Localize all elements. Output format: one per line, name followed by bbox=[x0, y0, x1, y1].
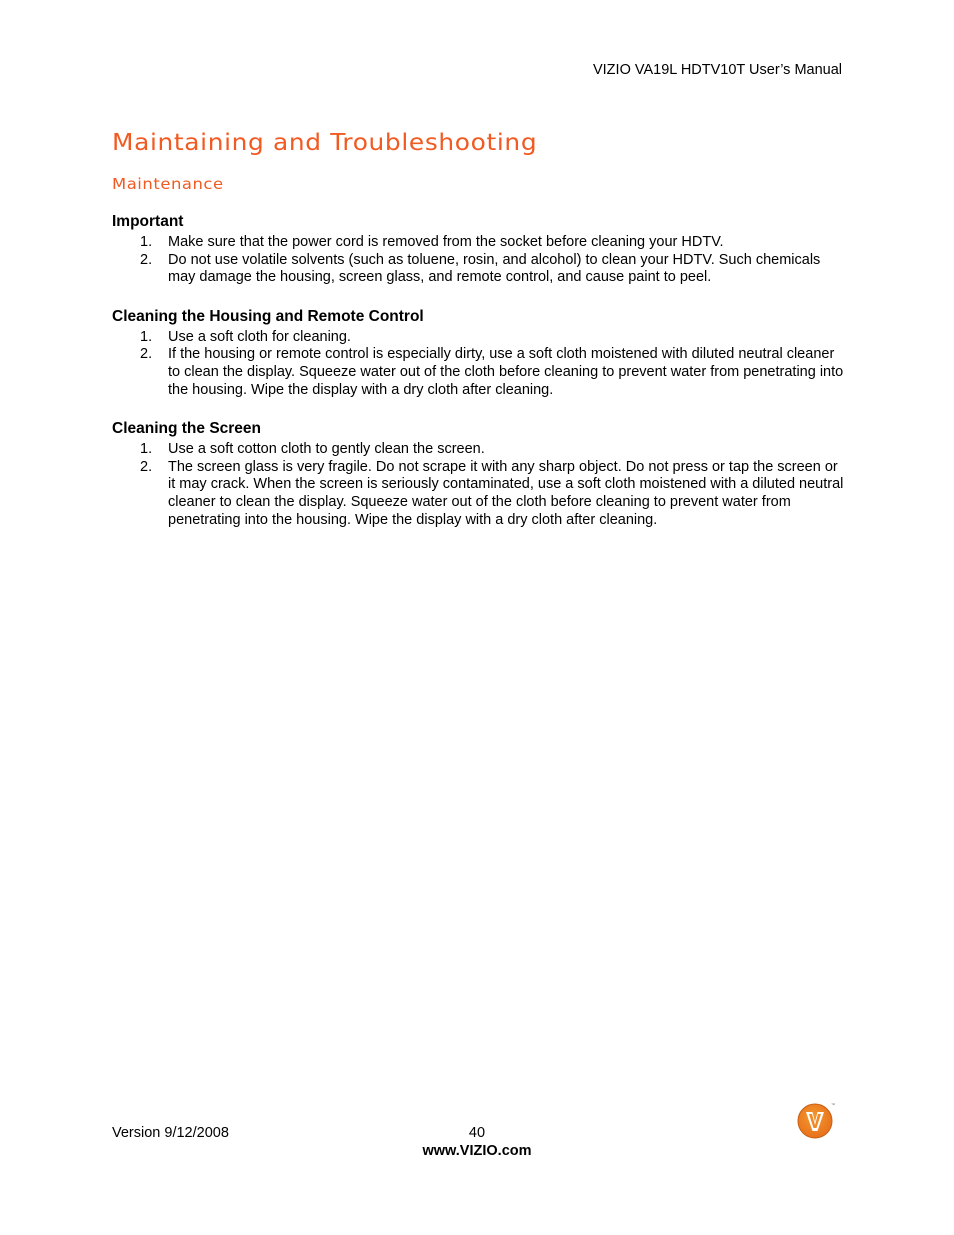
chapter-title: Maintaining and Troubleshooting bbox=[112, 130, 538, 156]
list-item-text: Use a soft cloth for cleaning. bbox=[168, 328, 351, 345]
list-item bbox=[112, 234, 847, 252]
list-item bbox=[112, 459, 847, 529]
trademark-symbol: ™ bbox=[831, 1102, 835, 1107]
list-item-text: If the housing or remote control is especially dirty, use a soft cloth moistened with diluted neutral cleaner to clean the display. Squeeze water out of the cloth before cleaning to prevent water from penetrating into the housing. Wipe the display with a dry cloth after cleaning. bbox=[168, 346, 844, 398]
page-header-manual-title: VIZIO VA19L HDTV10T User’s Manual bbox=[592, 62, 842, 78]
footer-page-number: 40 bbox=[468, 1125, 486, 1141]
list-item-text: Do not use volatile solvents (such as toluene, rosin, and alcohol) to clean your HDTV. Such chemicals may damage the housing, screen glass, and remote control, and cause paint to peel. bbox=[168, 251, 821, 286]
subsection-title: Cleaning the Screen bbox=[112, 420, 262, 438]
list-item bbox=[112, 441, 847, 459]
list-item bbox=[112, 252, 847, 287]
list-item-number: 1. bbox=[140, 234, 153, 250]
footer-version: Version 9/12/2008 bbox=[112, 1125, 229, 1141]
list-item-number: 1. bbox=[140, 441, 153, 458]
subsection-title: Cleaning the Housing and Remote Control bbox=[112, 307, 424, 325]
section-title: Maintenance bbox=[112, 175, 224, 193]
footer-url: www.VIZIO.com bbox=[422, 1143, 532, 1159]
list-item-number: 1. bbox=[140, 328, 153, 345]
list-item bbox=[112, 346, 847, 399]
subsection-title: Important bbox=[112, 213, 184, 230]
subsection-cleaning-screen bbox=[112, 418, 847, 529]
numbered-list bbox=[112, 234, 847, 287]
list-item-number: 2. bbox=[140, 346, 153, 363]
list-item-number: 2. bbox=[140, 251, 153, 268]
list-item-text: Use a soft cotton cloth to gently clean the screen. bbox=[168, 441, 485, 458]
list-item-text: Make sure that the power cord is removed from the socket before cleaning your HDTV. bbox=[168, 234, 724, 250]
list-item bbox=[112, 329, 847, 347]
list-item-number: 2. bbox=[140, 458, 153, 475]
vizio-v-logo-icon bbox=[796, 1100, 836, 1140]
main-content bbox=[112, 211, 847, 548]
subsection-cleaning-housing bbox=[112, 306, 847, 399]
list-item-text: The screen glass is very fragile. Do not scrape it with any sharp object. Do not press or tap the screen or it may crack. When the screen is seriously contaminated, use a soft cloth moistened with a diluted neutral cleaner to clean the display. Squeeze water out of the cloth before cleaning to prevent water from penetrating into the housing. Wipe the display with a dry cloth after cleaning. bbox=[168, 458, 844, 528]
subsection-important bbox=[112, 211, 847, 287]
numbered-list bbox=[112, 441, 847, 529]
numbered-list bbox=[112, 329, 847, 399]
